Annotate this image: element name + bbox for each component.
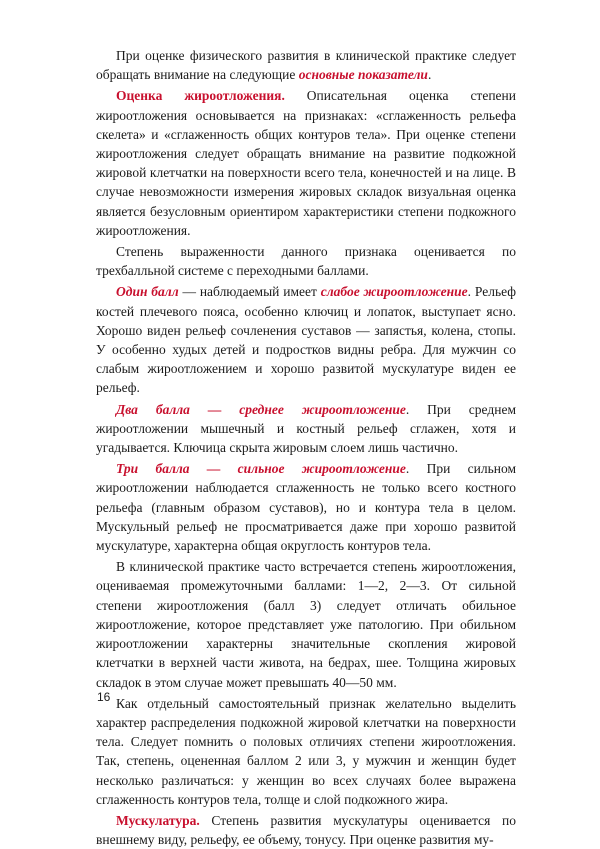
paragraph-distribution — [96, 694, 516, 809]
paragraph-scale — [96, 242, 516, 280]
paragraph-intro — [96, 46, 516, 84]
main-indicators-highlight: основные показатели — [298, 67, 428, 83]
paragraph-clinical-practice — [96, 557, 516, 691]
body-text — [96, 46, 516, 849]
scale-text: Степень выраженности данного признака оценивается по трехбалльной системе с переходными баллами. — [96, 244, 516, 279]
two-points-text: . При среднем жироотложении мышечный и костный рельеф сглажен, хотя и угадывается. Ключица скрыта жировым слоем лишь частично. — [96, 401, 516, 456]
paragraph-musculature — [96, 811, 516, 849]
musculature-heading: Мускулатура. — [116, 812, 200, 828]
fat-assessment-heading: Оценка жироотложения. — [116, 88, 285, 104]
one-point-mid: — наблюдаемый имеет — [178, 284, 321, 300]
fat-assessment-text: Описательная оценка степени жироотложения основывается на признаках: «сглаженность рельефа скелета» и «сглаженность общих контуров тела». При оценке степени жироотложения следует обращать внимание на развитие подкожной жировой клетчатки на поверхности всего тела, конечностей и на лице. В случае невозможности измерения жировых складок визуальная оценка является безусловным ориентиром характеристики степени подкожного жироотложения. — [96, 88, 516, 238]
musculature-text: Степень развития мускулатуры оценивается по внешнему виду, рельефу, ее объему, тонусу. При оценке развития му- — [96, 812, 516, 848]
paragraph-two-points — [96, 400, 516, 458]
paragraph-fat-assessment — [96, 86, 516, 240]
one-point-lead: Один балл — [116, 284, 179, 300]
three-points-lead: Три балла — сильное жироотложение — [116, 461, 406, 477]
distribution-text: Как отдельный самостоятельный признак желательно выделить характер распределения подкожной жировой клетчатки на поверхности тела. Следует помнить о половых отличиях степени жироотложения. Так, степень, оцененная баллом 2 или 3, у мужчин и женщин будет несколько различаться: у женщин во всех случаях более выражена сглаженность контуров тела, толще и слой подкожного жира. — [96, 695, 516, 807]
three-points-text: . При сильном жироотложении наблюдается сглаженность не только всего костного рельефа (главным образом суставов), но и контура тела в целом. Мускульный рельеф не просматривается даже при хорошо развитой мускулатуре, характерна общая округлость контуров тела. — [96, 461, 516, 554]
paragraph-one-point — [96, 282, 516, 397]
intro-end: . — [427, 67, 432, 83]
one-point-text: . Рельеф костей плечевого пояса, особенно ключиц и лопаток, выступает ясно. Хорошо виден рельеф сочленения суставов — запястья, колена, стопы. У особенно худых детей и подростков видны ребра. Для мужчин со слабым жироотложением и хорошо развитой мускулатуре виден ее рельеф. — [96, 284, 517, 396]
clinical-practice-text: В клинической практике часто встречается степень жироотложения, оцениваемая промежуточными баллами: 1—2, 2—3. От сильной степени жироотложения (балл 3) следует отличать обильное жироотложение, которое представляет уже патологию. При обильном жироотложении характерны значительные скопления жировой клетчатки в верхней части живота, на бедрах, шее. Толщина жировых складок в этом случае может превышать 40—50 мм. — [96, 559, 516, 690]
page-number: 16 — [97, 690, 111, 704]
intro-text: При оценке физического развития в клинической практике следует обращать внимание на следующие — [96, 48, 516, 83]
paragraph-three-points — [96, 459, 516, 555]
two-points-lead: Два балла — среднее жироотложение — [116, 401, 406, 417]
weak-fat-highlight: слабое жироотложение — [320, 284, 468, 300]
